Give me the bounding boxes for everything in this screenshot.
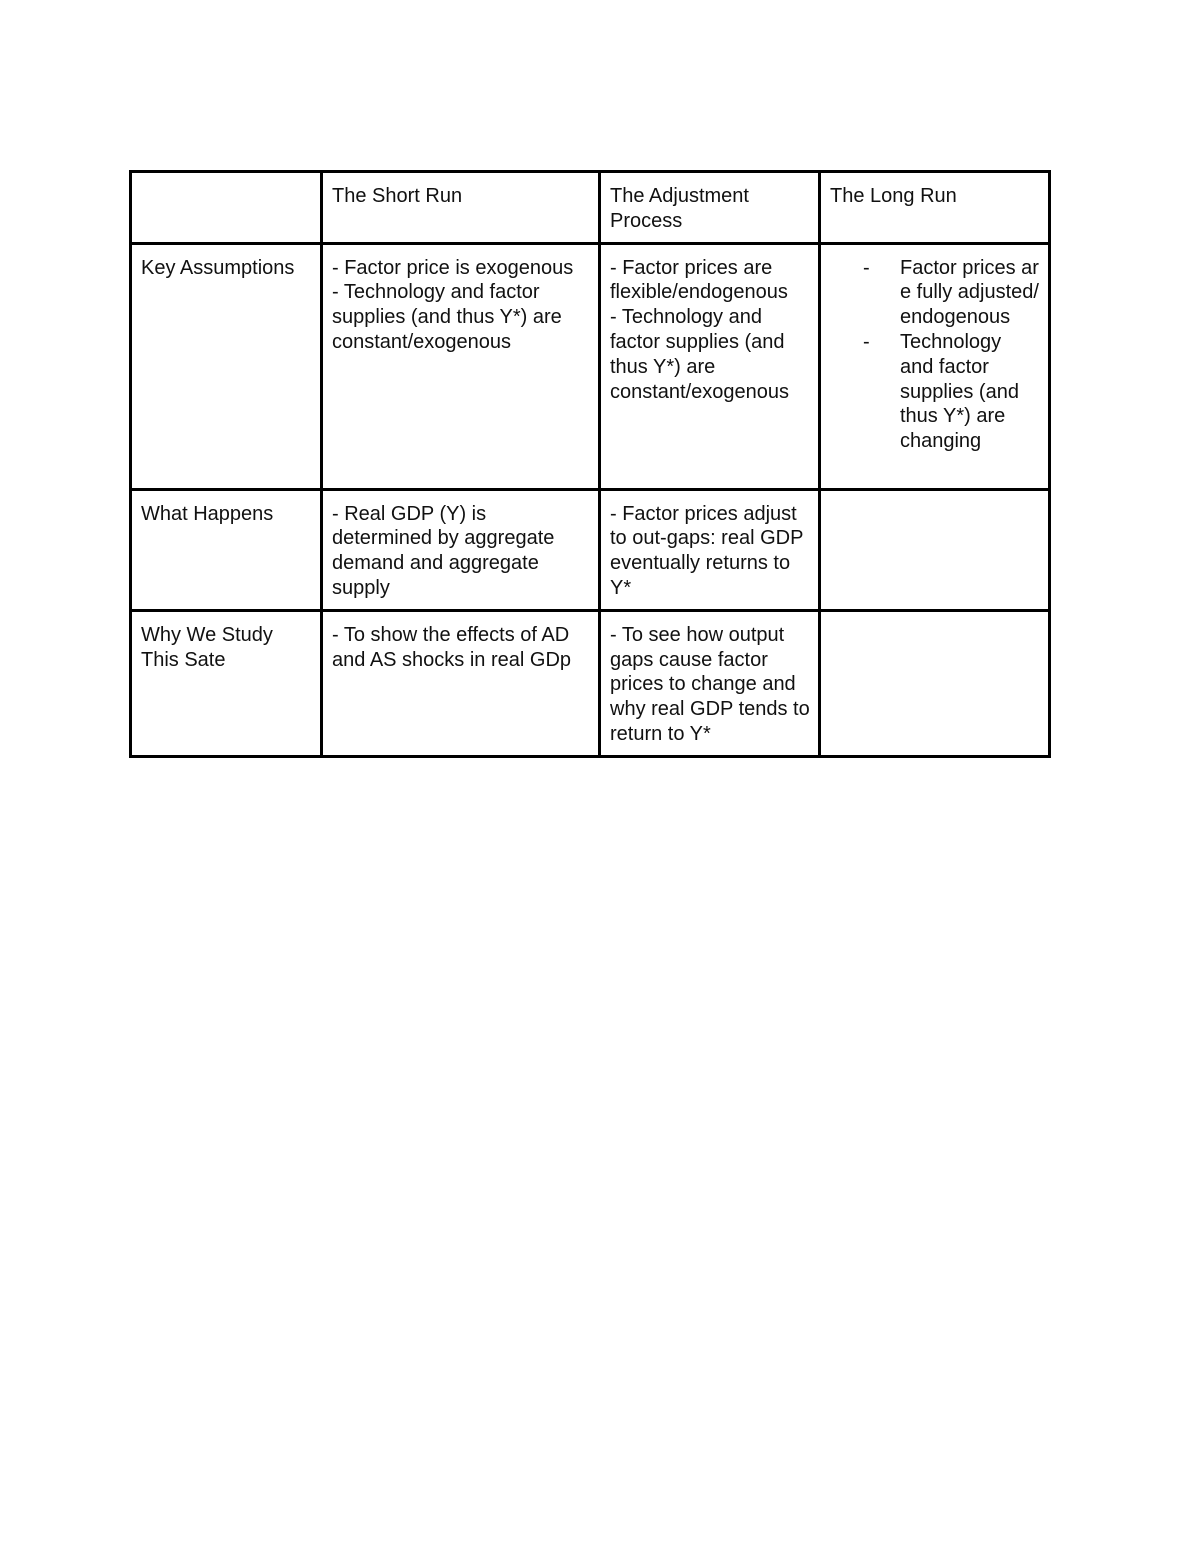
table-row xyxy=(131,610,1050,756)
cell-adjustment xyxy=(600,489,820,610)
cell-long-run-empty xyxy=(820,489,1050,610)
list-item: - Technology and factor supplies (and thus Y*) are changing xyxy=(900,330,1040,454)
cell-short-run xyxy=(322,243,600,489)
cell-line: - Factor price is exogenous xyxy=(332,256,574,279)
cell-short-run xyxy=(322,610,600,756)
list-item: - Factor prices are fully adjusted/endogenous xyxy=(900,256,1040,330)
cell-long-run xyxy=(820,243,1050,489)
cell-line: - To show the effects of AD and AS shocks in real GDp xyxy=(332,623,572,671)
cell-line: - Technology and factor supplies (and thus Y*) are constant/exogenous xyxy=(332,281,562,353)
cell-adjustment xyxy=(600,610,820,756)
row-label-key-assumptions: Key Assumptions xyxy=(131,243,322,489)
cell-line: - Factor prices are flexible/endogenous xyxy=(610,256,788,304)
row-label-what-happens: What Happens xyxy=(131,489,322,610)
table-row xyxy=(131,489,1050,610)
header-short-run: The Short Run xyxy=(322,172,600,244)
table-row xyxy=(131,243,1050,489)
header-adjustment-process: The Adjustment Process xyxy=(600,172,820,244)
comparison-table xyxy=(129,170,1051,758)
cell-line: - Technology and factor supplies (and thus Y*) are constant/exogenous xyxy=(610,306,790,403)
dash-list xyxy=(830,256,1040,454)
header-cell-empty xyxy=(131,172,322,244)
cell-line: - Factor prices adjust to out-gaps: real GDP eventually returns to Y* xyxy=(610,502,804,599)
table-header-row xyxy=(131,172,1050,244)
cell-long-run-empty xyxy=(820,610,1050,756)
header-long-run: The Long Run xyxy=(820,172,1050,244)
row-label-why-we-study: Why We Study This Sate xyxy=(131,610,322,756)
cell-line: - Real GDP (Y) is determined by aggregate demand and aggregate supply xyxy=(332,502,555,599)
cell-line: - To see how output gaps cause factor prices to change and why real GDP tends to return to Y* xyxy=(610,623,810,745)
cell-adjustment xyxy=(600,243,820,489)
cell-short-run xyxy=(322,489,600,610)
